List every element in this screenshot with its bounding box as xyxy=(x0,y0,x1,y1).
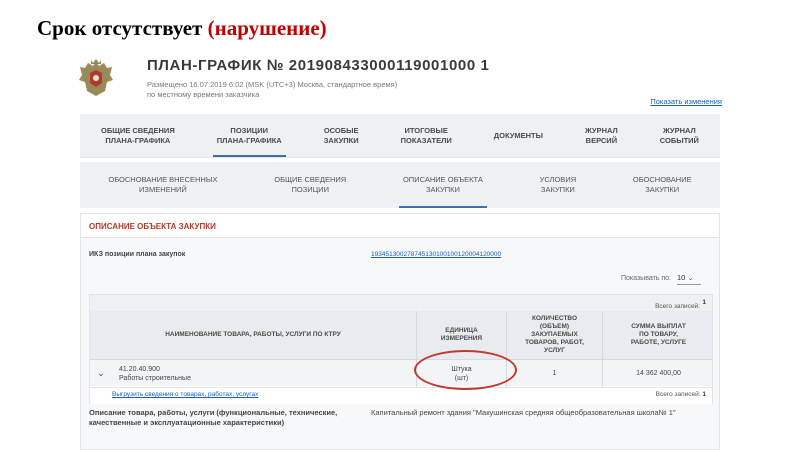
tab-label: ОПИСАНИЕ ОБЪЕКТА ЗАКУПКИ xyxy=(402,175,483,194)
footer-total-value: 1 xyxy=(702,391,706,398)
cell-unit xyxy=(416,360,506,387)
col-header-sum xyxy=(602,311,714,359)
chevron-down-icon[interactable]: ⌄ xyxy=(97,368,105,378)
total-records-value: 1 xyxy=(702,299,706,306)
footer-total-records xyxy=(656,391,706,398)
tab-label: ЖУРНАЛ ВЕРСИЙ xyxy=(584,125,618,145)
col-header-unit xyxy=(416,311,506,359)
tab-label: ПОЗИЦИИ ПЛАНА-ГРАФИКА xyxy=(216,125,282,145)
table-header xyxy=(90,311,712,359)
tab-general-info[interactable] xyxy=(97,114,179,157)
tab-label: ЖУРНАЛ СОБЫТИЙ xyxy=(659,125,699,145)
tab-label: ОБОСНОВАНИЕ ВНЕСЕННЫХ ИЗМЕНЕНИЙ xyxy=(108,175,218,194)
tab-changes-justification[interactable] xyxy=(104,162,221,208)
tab-label: УСЛОВИЯ ЗАКУПКИ xyxy=(539,175,577,194)
panel-header xyxy=(81,214,719,238)
publish-meta-line1: Размещено 16.07.2019 6:02 (MSK (UTC+3) Москва, стандартное время) xyxy=(147,80,398,89)
tab-object-description[interactable] xyxy=(399,162,487,208)
tab-label: ИТОГОВЫЕ ПОКАЗАТЕЛИ xyxy=(400,125,452,145)
secondary-tabs xyxy=(80,162,720,208)
slide-title-main: Срок отсутствует xyxy=(37,16,208,40)
tab-label: ОСОБЫЕ ЗАКУПКИ xyxy=(323,125,359,145)
primary-tabs xyxy=(80,114,720,158)
col-header-label: СУММА ВЫПЛАТ ПО ТОВАРУ, РАБОТЕ, УСЛУГЕ xyxy=(630,323,687,346)
slide-title-flag: (нарушение) xyxy=(207,16,327,40)
total-records xyxy=(655,299,706,310)
col-header-label: КОЛИЧЕСТВО (ОБЪЕМ) ЗАКУПАЕМЫХ ТОВАРОВ, РАБОТ, УСЛУГ xyxy=(525,315,584,354)
tab-totals[interactable] xyxy=(397,114,456,157)
ikz-link[interactable]: 193451300278745130100100120004120000 xyxy=(371,251,502,258)
tab-label: ОБЩИЕ СВЕДЕНИЯ ПОЗИЦИИ xyxy=(274,175,347,194)
export-items-link[interactable]: Выгрузить сведения о товарах, работах, услугах xyxy=(112,391,259,398)
publish-meta xyxy=(147,80,397,100)
chevron-down-icon: ⌄ xyxy=(687,273,694,282)
total-records-row xyxy=(90,295,712,311)
tab-label: ДОКУМЕНТЫ xyxy=(493,130,543,140)
cell-unit-text: Штука (шт) xyxy=(451,365,472,382)
tab-position-info[interactable] xyxy=(270,162,350,208)
cell-name-text: 41.20.40.900 Работы строительные xyxy=(119,365,191,382)
slide-title xyxy=(37,16,327,41)
tab-purchase-justification[interactable] xyxy=(629,162,696,208)
col-header-quantity xyxy=(506,311,602,359)
cell-sum-text: 14 362 400,00 xyxy=(636,370,681,377)
tab-plan-positions[interactable] xyxy=(213,114,286,157)
footer-total-label: Всего записей: xyxy=(655,391,703,398)
tab-label: ОБЩИЕ СВЕДЕНИЯ ПЛАНА-ГРАФИКА xyxy=(100,125,175,145)
upload-row xyxy=(90,387,712,404)
tab-version-log[interactable] xyxy=(581,114,622,157)
plan-schedule-title: ПЛАН-ГРАФИК № 201908433000119001000 1 xyxy=(147,57,490,74)
tab-documents[interactable] xyxy=(490,114,547,157)
russian-coat-of-arms-icon xyxy=(77,58,115,100)
tab-event-log[interactable] xyxy=(656,114,703,157)
table-row xyxy=(90,359,712,386)
section-title: ОПИСАНИЕ ОБЪЕКТА ЗАКУПКИ xyxy=(89,222,216,231)
description-value: Капитальный ремонт здания "Макушинская средняя общеобразовательная школа№ 1" xyxy=(371,408,676,417)
page-size-label: Показывать по: xyxy=(621,275,672,282)
positions-table xyxy=(89,294,713,404)
page-size-value: 10 xyxy=(677,273,686,282)
cell-name xyxy=(112,360,416,387)
cell-sum xyxy=(602,360,714,387)
show-changes-link[interactable]: Показать изменения xyxy=(650,97,722,106)
total-records-label: Всего записей: xyxy=(655,303,700,310)
tab-purchase-conditions[interactable] xyxy=(536,162,581,208)
cell-quantity xyxy=(506,360,602,387)
object-description-panel xyxy=(80,213,720,450)
col-header-label: ЕДИНИЦА ИЗМЕРЕНИЯ xyxy=(440,327,483,342)
cell-quantity-text: 1 xyxy=(552,370,557,377)
tab-label: ОБОСНОВАНИЕ ЗАКУПКИ xyxy=(632,175,692,194)
page-size-select[interactable] xyxy=(677,273,701,285)
tab-special-purchases[interactable] xyxy=(320,114,363,157)
ikz-label: ИКЗ позиции плана закупок xyxy=(89,251,186,258)
description-label: Описание товара, работы, услуги (функциональные, технические, качественные и эксплуатационные характеристики) xyxy=(89,408,338,427)
publish-meta-line2: по местному времени заказчика xyxy=(147,90,260,99)
col-header-label: НАИМЕНОВАНИЕ ТОВАРА, РАБОТЫ, УСЛУГИ ПО КТРУ xyxy=(165,331,341,338)
col-header-name xyxy=(90,311,416,359)
